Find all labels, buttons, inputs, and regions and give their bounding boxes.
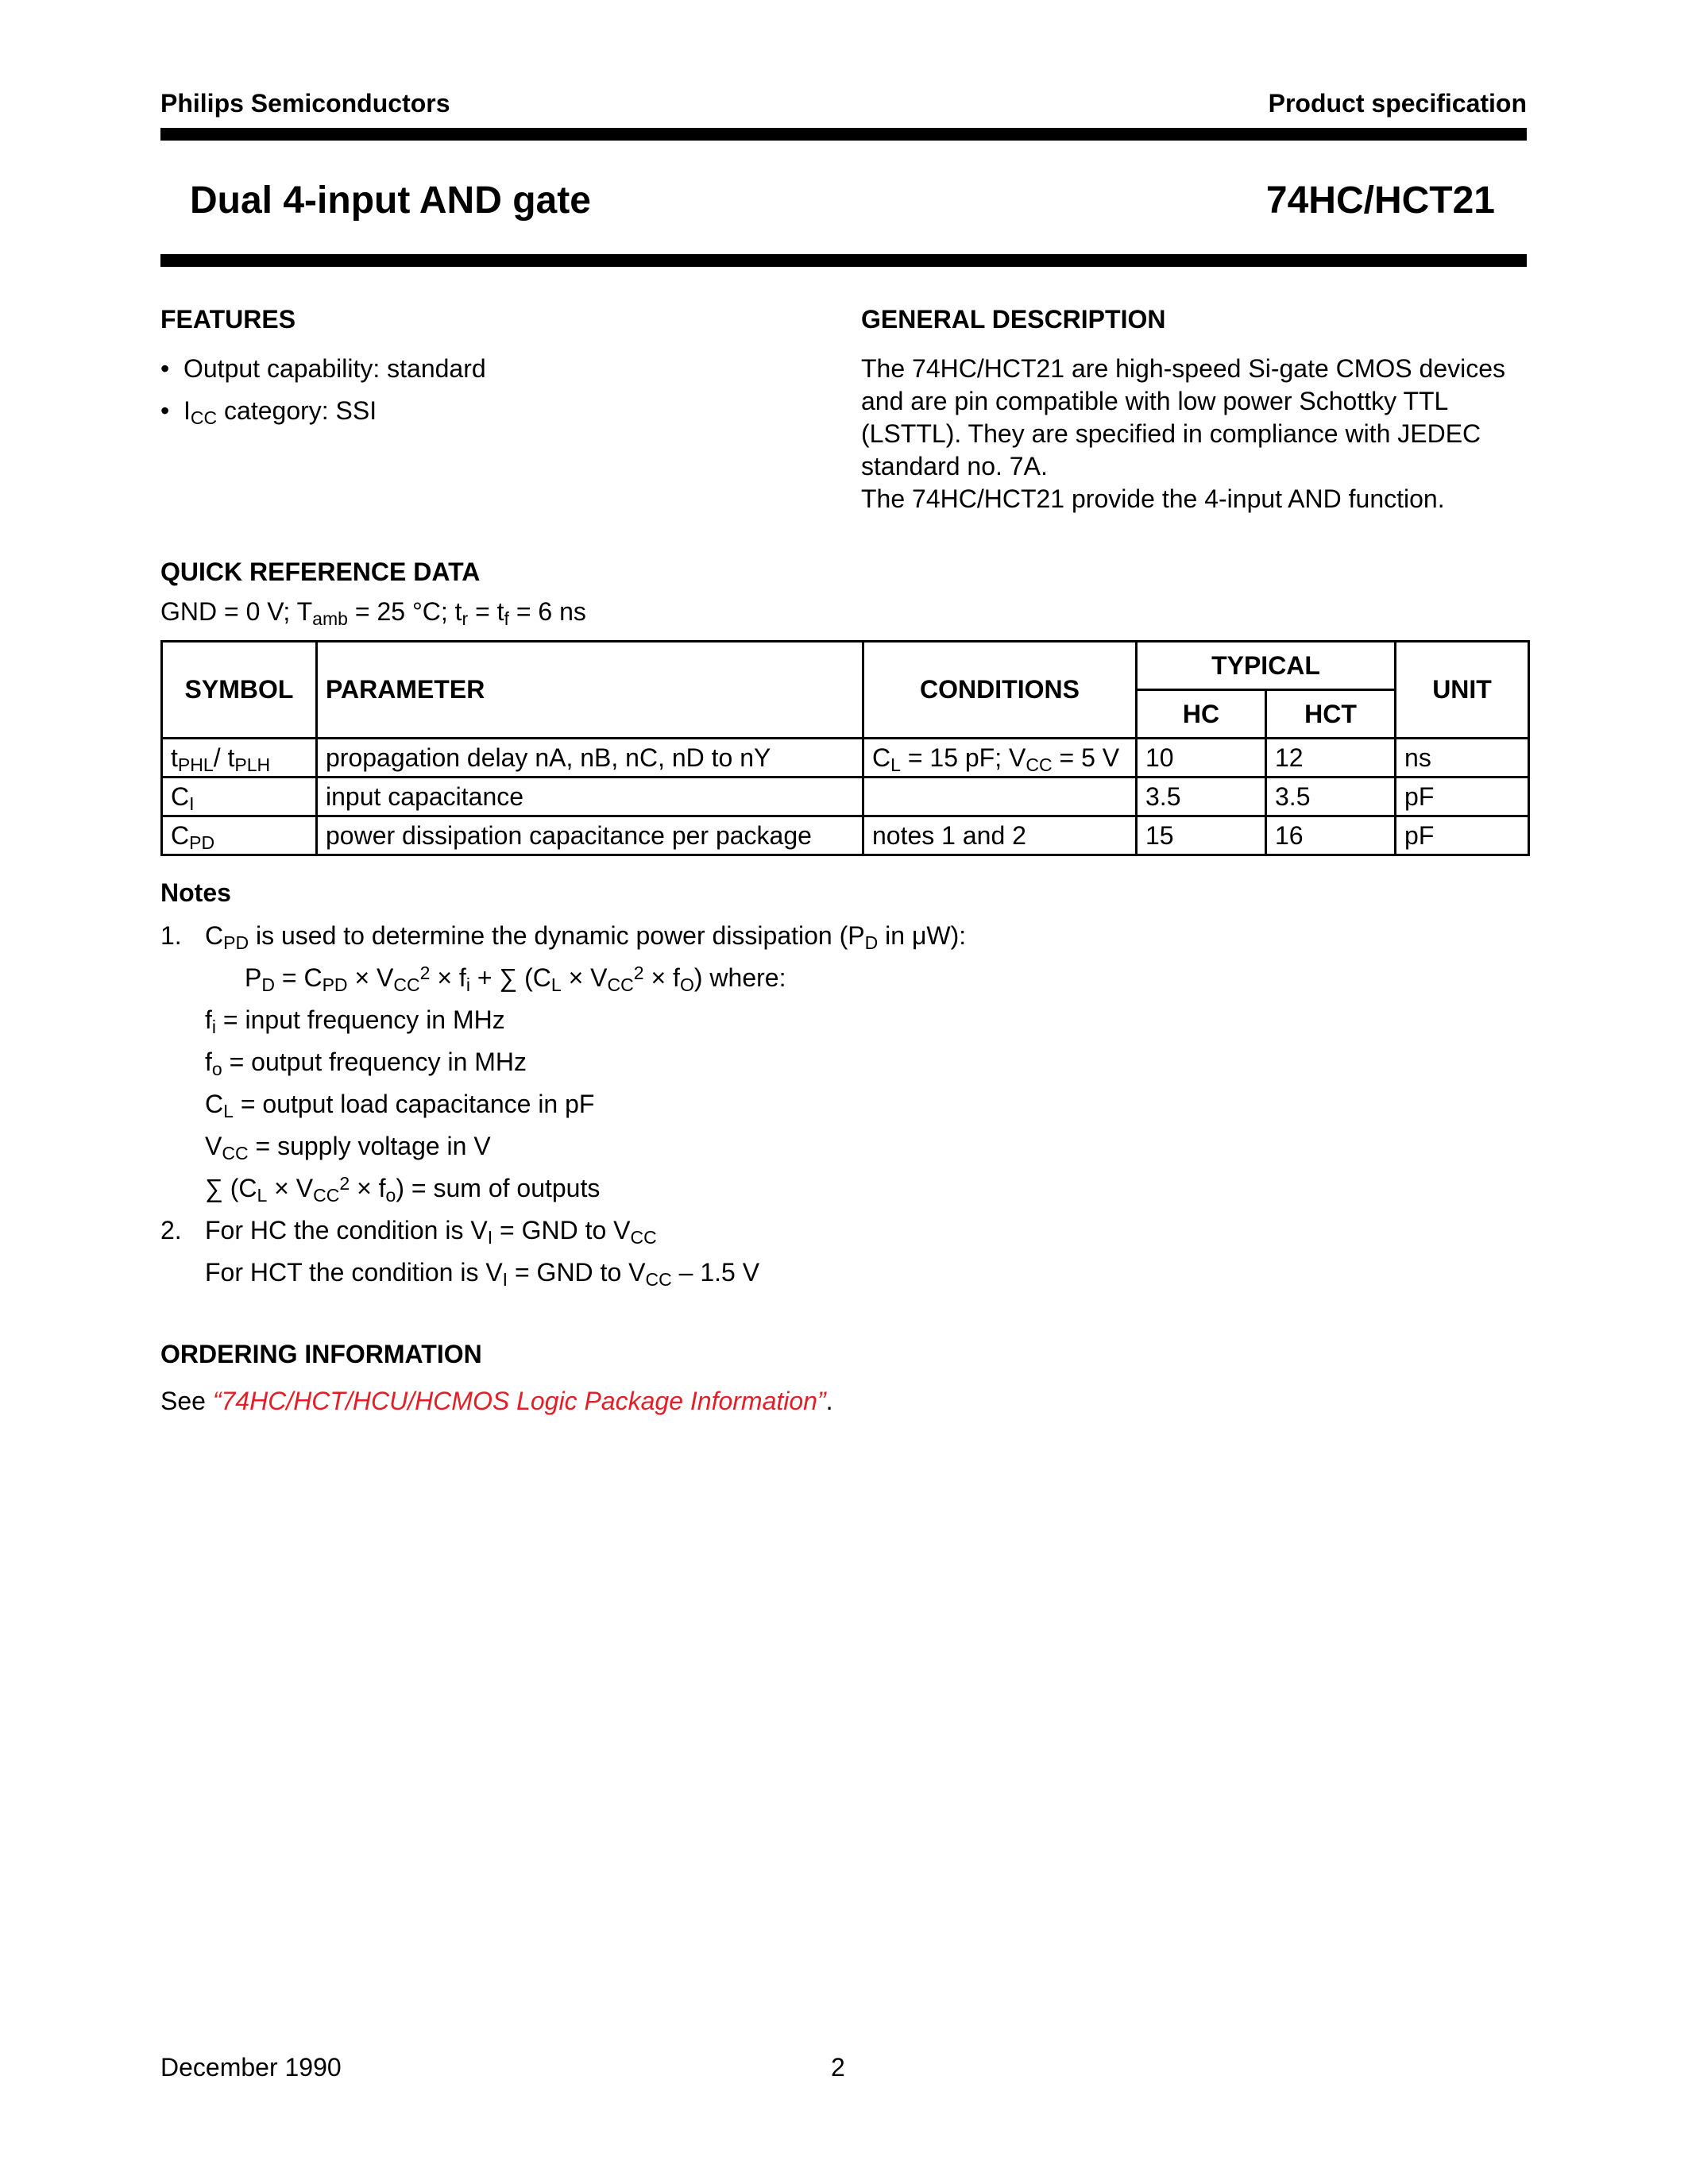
cell-parameter: input capacitance [317,778,863,816]
table-row [162,816,1529,855]
note-def-cl: $C_L$ = output load capacitance in pF [205,1090,595,1121]
notes-heading: Notes [160,878,231,907]
note-2-hc: For HC the condition is $V_I$ = GND to $V_{CC}$ [205,1216,657,1248]
cell-conditions: notes 1 and 2 [863,816,1137,855]
col-parameter: PARAMETER [317,642,863,739]
note-2-hct: For HCT the condition is $V_I$ = GND to $V_{CC} - 1.5$ V [205,1258,760,1290]
note-def-vcc: $V_{CC}$ = supply voltage in V [205,1132,491,1163]
note-1-text: $C_{PD}$ is used to determine the dynamic power dissipation ($P_D$ in μW): [205,921,967,953]
note-1-number: 1. [160,921,182,950]
col-symbol: SYMBOL [162,642,317,739]
note-def-fo: $f_o$ = output frequency in MHz [205,1048,527,1079]
col-unit: UNIT [1396,642,1529,739]
features-item-1: • Output capability: standard [160,354,486,383]
col-hc: HC [1137,690,1266,739]
ordering-heading: ORDERING INFORMATION [160,1340,482,1368]
ordering-text: See “74HC/HCT/HCU/HCMOS Logic Package Information”. [160,1387,833,1415]
page-title: Dual 4-input AND gate [190,179,591,222]
note-1-formula: $P_D = C_{PD} \times V_{CC}^2 \times f_i$ + ∑ $(C_L \times V_{CC}^2 \times f_O)$ where: [245,962,786,995]
part-number: 74HC/HCT21 [1265,179,1495,222]
note-def-sum: ∑ $(C_L \times V_{CC}^2 \times f_o)$ = sum of outputs [205,1172,601,1206]
note-2-number: 2. [160,1216,182,1244]
cell-unit: ns [1396,739,1529,778]
general-description-text: The 74HC/HCT21 are high-speed Si-gate CMOS devices and are pin compatible with low power Schottky TTL (LSTTL). They are specified in compliance with JEDEC standard no. 7A. The 74HC/HCT21 provide the 4-input AND function. [861,354,1506,513]
cell-parameter: power dissipation capacitance per package [317,816,863,855]
features-heading: FEATURES [160,305,296,334]
cell-conditions [863,778,1137,816]
package-info-link[interactable]: “74HC/HCT/HCU/HCMOS Logic Package Information” [212,1387,826,1415]
cell-symbol: $C_I$ [162,778,317,816]
cell-symbol: $t_{PHL}/$ $t_{PLH}$ [162,739,317,778]
general-description-heading: GENERAL DESCRIPTION [861,305,1166,334]
cell-symbol: $C_{PD}$ [162,816,317,855]
cell-hc: 3.5 [1137,778,1266,816]
footer-page-number: 2 [831,2053,845,2082]
doc-type: Product specification [1268,89,1527,118]
cell-hc: 15 [1137,816,1266,855]
quick-reference-table [160,640,1530,856]
cell-unit: pF [1396,778,1529,816]
cell-hct: 16 [1266,816,1396,855]
header-rule [160,128,1527,141]
cell-unit: pF [1396,816,1529,855]
col-typical: TYPICAL [1137,642,1396,690]
cell-hc: 10 [1137,739,1266,778]
cell-hct: 3.5 [1266,778,1396,816]
table-row [162,778,1529,816]
footer-date: December 1990 [160,2053,342,2082]
quick-reference-heading: QUICK REFERENCE DATA [160,558,481,586]
col-conditions: CONDITIONS [863,642,1137,739]
cell-hct: 12 [1266,739,1396,778]
quick-reference-conditions: GND = 0 V; $T_{amb} = 25$ °C; $t_r = t_f = 6$ ns [160,597,586,629]
cell-parameter: propagation delay nA, nB, nC, nD to nY [317,739,863,778]
table-row [162,739,1529,778]
company-name: Philips Semiconductors [160,89,450,118]
cell-conditions: $C_L = 15$ pF; $V_{CC} = 5$ V [863,739,1137,778]
note-def-fi: $f_i$ = input frequency in MHz [205,1005,505,1037]
features-item-2: • $I_{CC}$ category: SSI [160,396,377,428]
col-hct: HCT [1266,690,1396,739]
title-rule [160,254,1527,267]
